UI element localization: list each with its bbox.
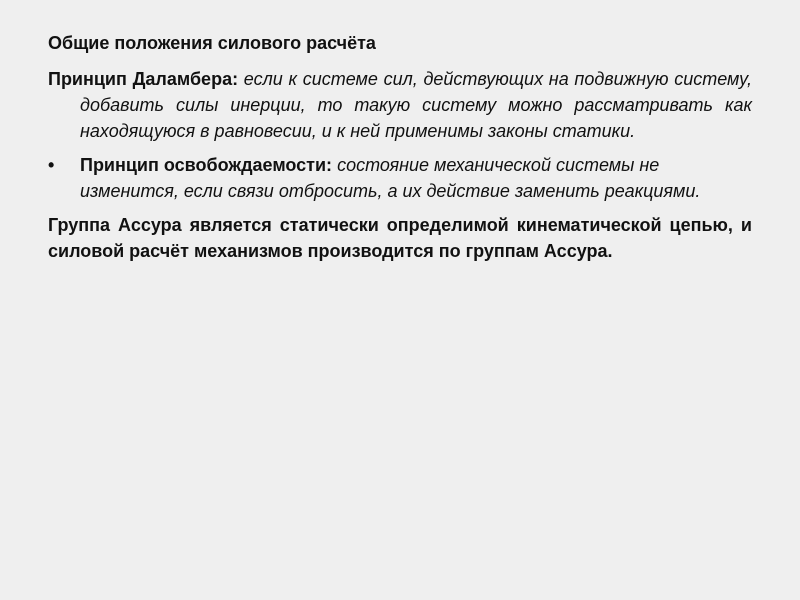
assur-paragraph: Группа Ассура является статически определимой кинематической цепью, и силовой расчёт механизмов производится по группам Ассура. [48, 215, 752, 261]
liberation-term: Принцип освобождаемости: [80, 155, 333, 175]
dalembert-term: Принцип Даламбера: [48, 69, 239, 89]
liberation-text: состояние механической системы не изменится, если связи отбросить, а их действие заменить реакциями. [80, 155, 701, 201]
liberation-text-block [80, 152, 752, 204]
page-title: Общие положения силового расчёта [48, 33, 376, 53]
slide-content [48, 30, 752, 264]
bullet-icon: • [48, 155, 55, 175]
dalembert-paragraph [48, 66, 752, 144]
liberation-list-item [48, 152, 752, 204]
dalembert-text: если к системе сил, действующих на подвижную систему, добавить силы инерции, то такую систему можно рассматривать как находящуюся в равновесии, и к ней применимы законы статики. [80, 69, 752, 141]
